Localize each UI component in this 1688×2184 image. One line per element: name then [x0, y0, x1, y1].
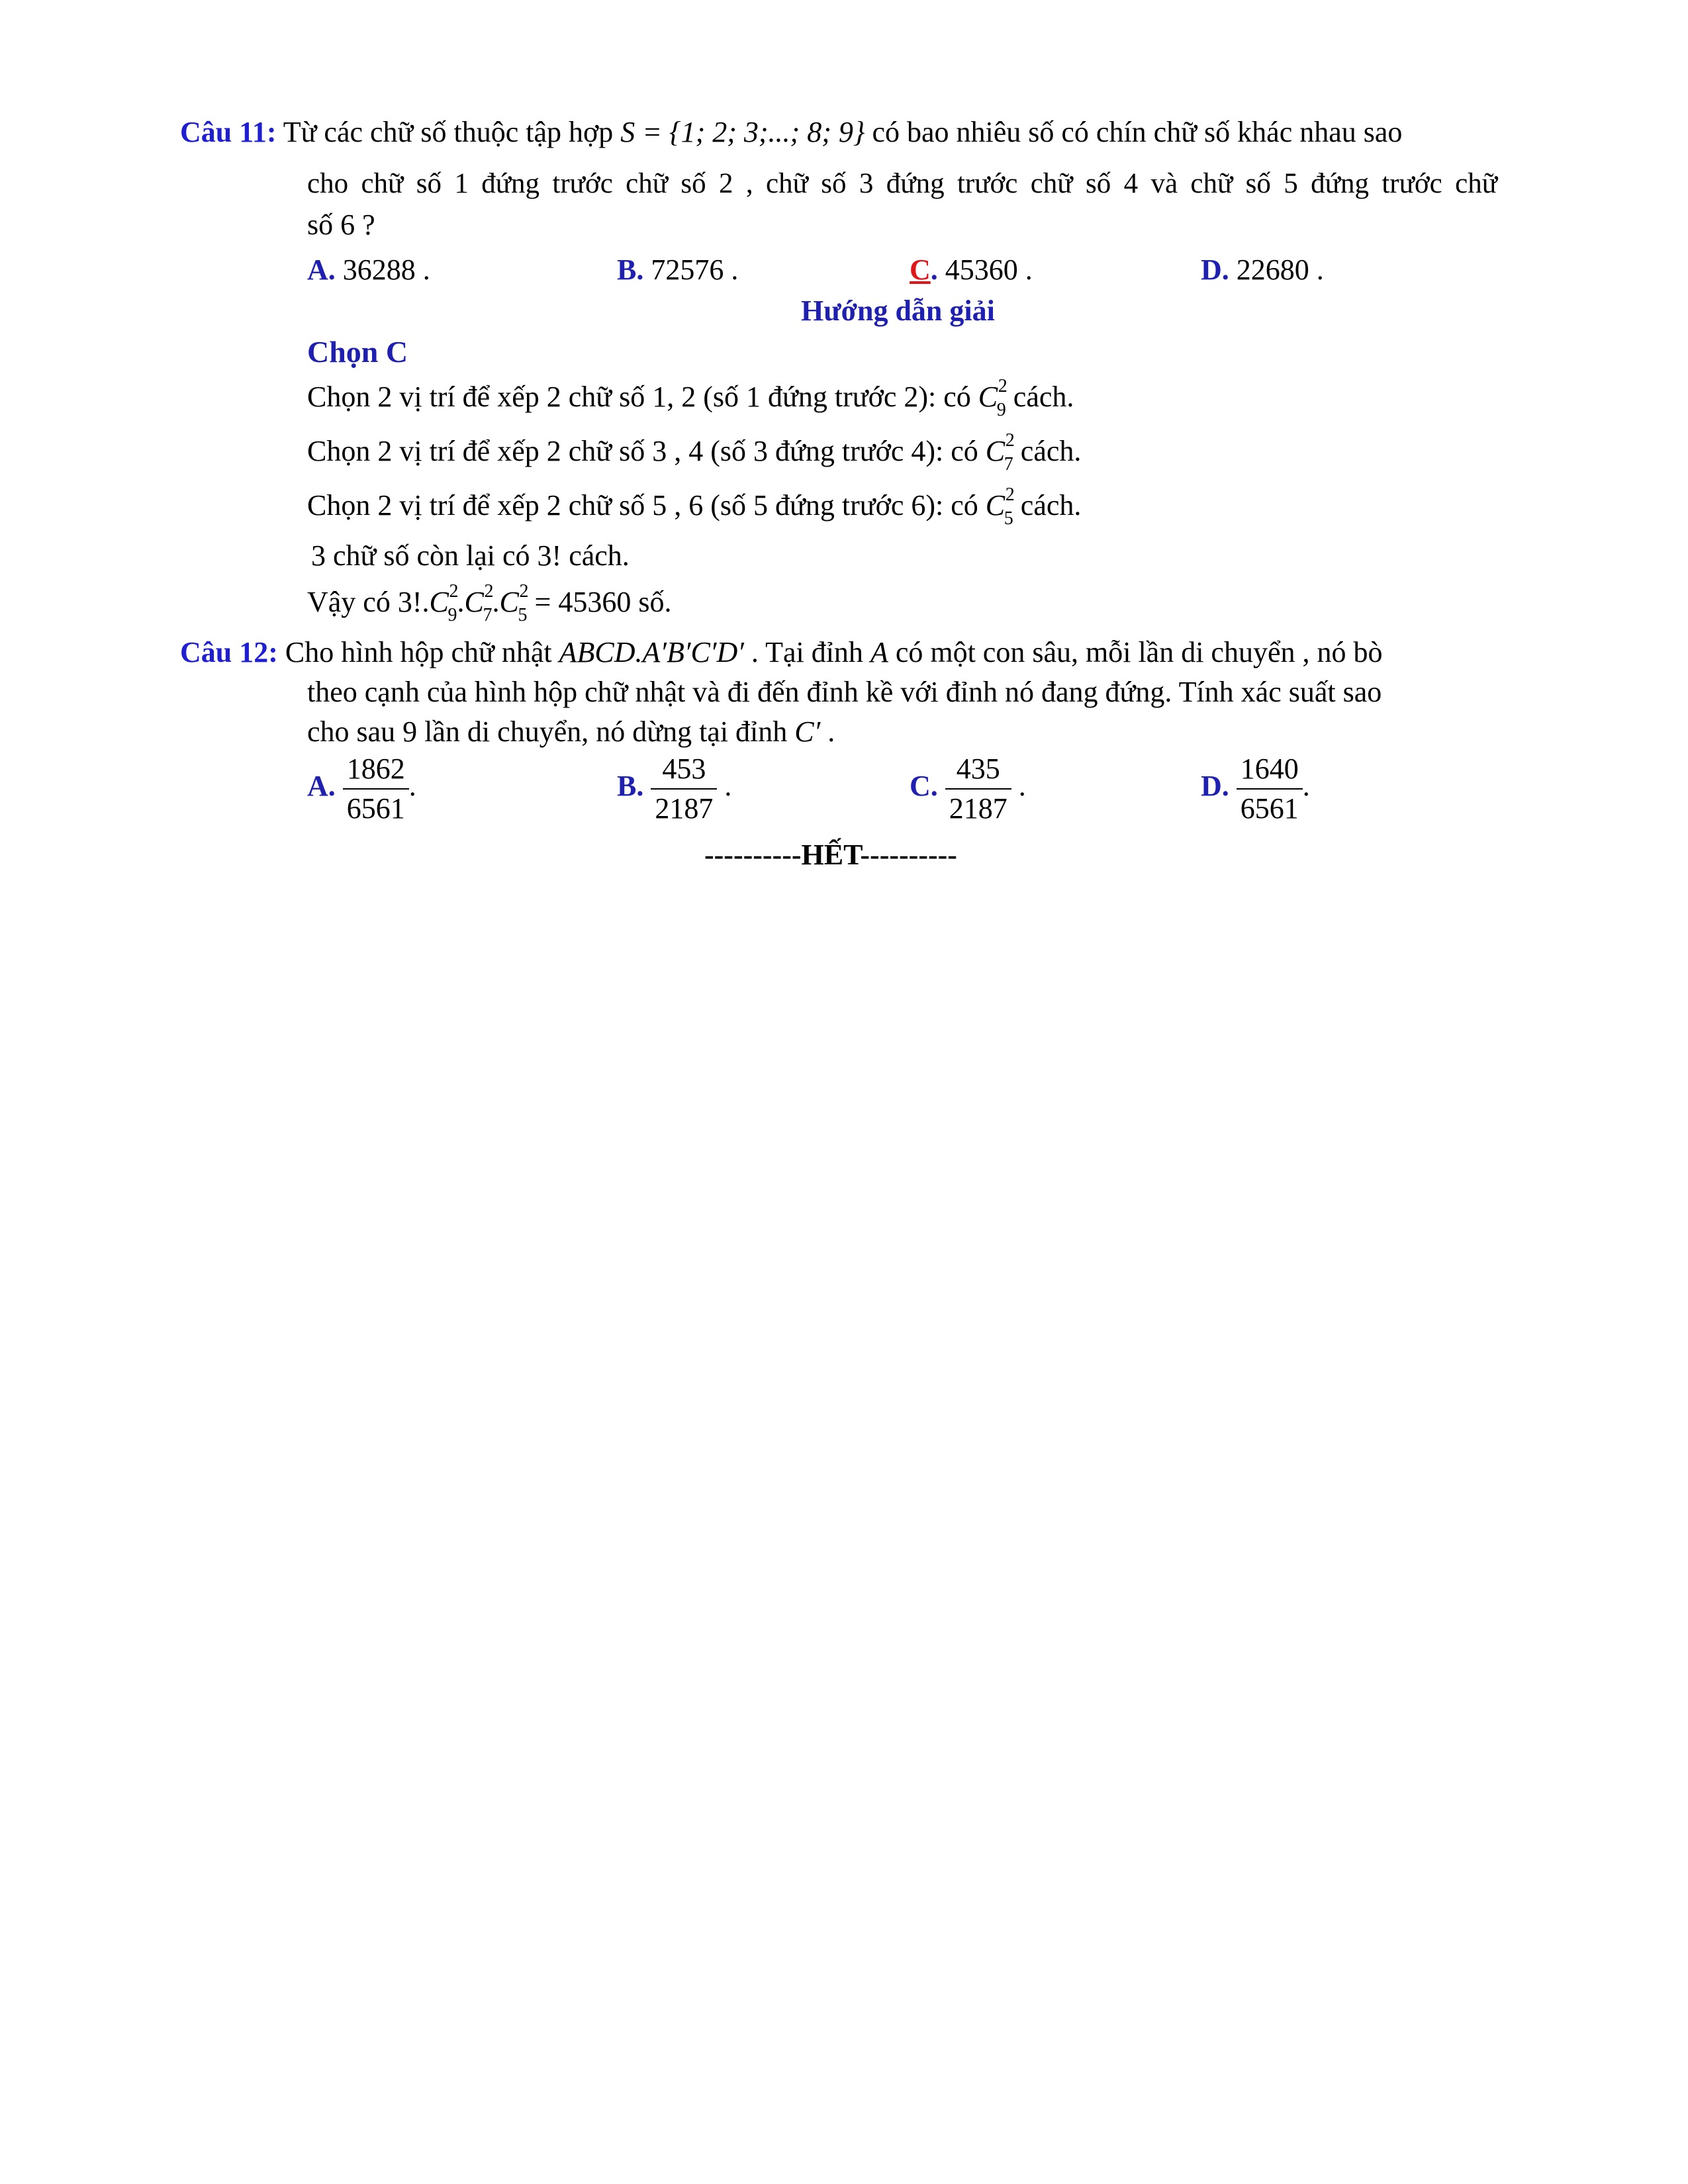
q11-option-a-letter: A. [307, 253, 336, 286]
q12-text-1c: có một con sâu, mỗi lần di chuyển , nó bò [895, 636, 1383, 668]
q12-option-a-letter: A. [307, 770, 336, 802]
q12-line-1 [180, 633, 1497, 672]
solution-final: Vậy có 3!.C 2 9 .C 2 7 .C 2 5 = 45360 số. [307, 581, 672, 625]
q12-option-c-fraction: $\frac{435}{2187}$ [945, 751, 1011, 827]
q12-vertex-a: A [870, 636, 888, 668]
q11-line-1 [180, 113, 1497, 152]
combination-c7-2: C 2 7 [985, 430, 1015, 475]
final-post: số. [638, 586, 672, 618]
q12-text-1b: . Tại đỉnh [751, 636, 863, 668]
q11-option-b[interactable] [617, 250, 738, 290]
final-c5-2: C 2 5 [499, 581, 529, 625]
solution-step-2 [307, 430, 1082, 475]
q11-option-c-letter: C [910, 253, 931, 286]
q11-option-d-letter: D. [1201, 253, 1229, 286]
q12-option-d-letter: D. [1201, 770, 1229, 802]
q11-set-expression: S = {1; 2; 3;...; 8; 9} [620, 116, 865, 148]
solution-step-3 [307, 484, 1082, 529]
q11-option-d-value: 22680 . [1236, 253, 1324, 286]
q12-option-d[interactable]: D. $\frac{1640}{6561}$ . [1201, 747, 1310, 827]
step-2-text: Chọn 2 vị trí để xếp 2 chữ số 3 , 4 (số 3 đứng trước 4): có [307, 435, 978, 467]
step-1-post: cách. [1013, 381, 1074, 413]
q11-option-c[interactable] [910, 250, 1033, 290]
q12-line-2: theo cạnh của hình hộp chữ nhật và đi đến đỉnh kề với đỉnh nó đang đứng. Tính xác suất sao [307, 676, 1382, 708]
solution-heading: Hướng dẫn giải [801, 295, 995, 327]
q12-option-a[interactable]: A. $\frac{1862}{6561}$ . [307, 747, 416, 827]
q11-option-d[interactable] [1201, 250, 1324, 290]
step-2-post: cách. [1020, 435, 1082, 467]
q12-option-b-fraction: $\frac{453}{2187}$ [651, 751, 717, 827]
q12-vertex-c: C′ [794, 715, 821, 748]
solution-step-1 [307, 376, 1074, 420]
answer-choice: Chọn C [307, 335, 408, 369]
q12-box-name: ABCD.A′B′C′D′ [559, 636, 744, 668]
final-c9-2: C 2 9 [429, 581, 459, 625]
q12-option-b-letter: B. [617, 770, 644, 802]
q11-line-2: cho chữ số 1 đứng trước chữ số 2 , chữ số 3 đứng trước chữ số 4 và chữ số 5 đứng trước chữ [307, 168, 1497, 199]
q11-option-a[interactable] [307, 250, 430, 290]
q11-option-b-letter: B. [617, 253, 644, 286]
q11-text-1b: có bao nhiêu số có chín chữ số khác nhau sao [872, 116, 1403, 148]
solution-remaining: 3 chữ số còn lại có 3! cách. [311, 539, 630, 572]
q11-option-c-value: 45360 . [945, 253, 1033, 286]
q11-option-c-dot: . [930, 253, 938, 286]
q12-option-d-fraction: $\frac{1640}{6561}$ [1237, 751, 1303, 827]
q12-option-b[interactable]: B. $\frac{453}{2187}$ . [617, 747, 731, 827]
q12-label: Câu 12: [180, 636, 278, 668]
end-marker: ----------HẾT---------- [704, 839, 957, 871]
q12-option-c-letter: C. [910, 770, 938, 802]
combination-c5-2: C 2 5 [985, 484, 1015, 529]
q11-option-b-value: 72576 . [651, 253, 739, 286]
q12-text-3b: . [827, 715, 835, 748]
step-3-post: cách. [1020, 489, 1082, 522]
q11-line-3: số 6 ? [307, 208, 375, 241]
q11-text-1a: Từ các chữ số thuộc tập hợp [283, 116, 614, 148]
q11-label: Câu 11: [180, 116, 277, 148]
q12-text-1a: Cho hình hộp chữ nhật [285, 636, 552, 668]
q11-option-a-value: 36288 . [342, 253, 430, 286]
combination-c9-2: C 2 9 [978, 376, 1008, 420]
q12-option-c[interactable]: C. $\frac{435}{2187}$ . [910, 747, 1026, 827]
q12-option-a-fraction: $\frac{1862}{6561}$ [343, 751, 409, 827]
final-result: = 45360 [534, 586, 632, 618]
q12-line-3 [307, 712, 835, 752]
final-c7-2: C 2 7 [464, 581, 494, 625]
step-1-text: Chọn 2 vị trí để xếp 2 chữ số 1, 2 (số 1 đứng trước 2): có [307, 381, 971, 413]
final-pre: Vậy có 3!. [307, 586, 430, 618]
step-3-text: Chọn 2 vị trí để xếp 2 chữ số 5 , 6 (số 5 đứng trước 6): có [307, 489, 978, 522]
q12-text-3a: cho sau 9 lần di chuyển, nó dừng tại đỉnh [307, 715, 788, 748]
